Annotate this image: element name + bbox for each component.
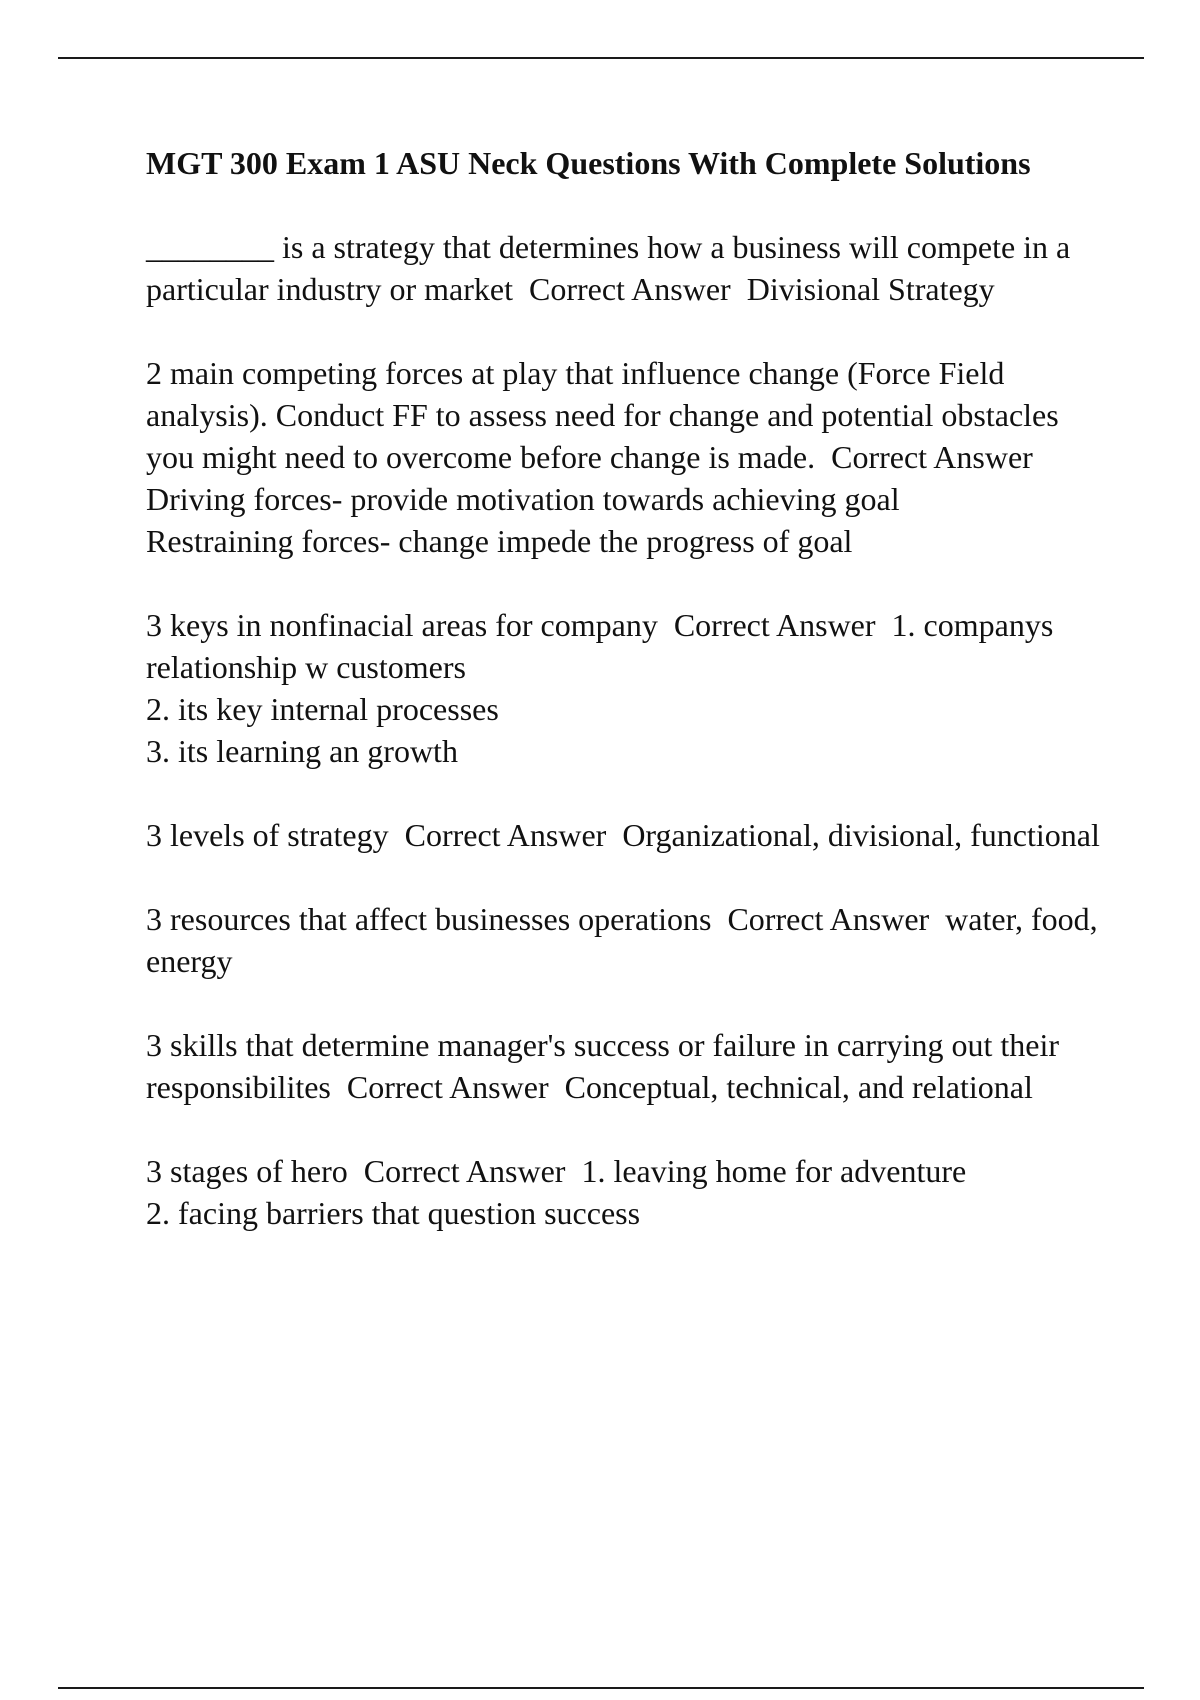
- qa-entry-text: 3 keys in nonfinacial areas for company Correct Answer 1. companys relationship w customers 2. its key internal processes 3. its learning an growth: [146, 607, 1054, 769]
- qa-entry-text: 3 levels of strategy Correct Answer Organizational, divisional, functional: [146, 817, 1100, 853]
- qa-entry-text: 2 main competing forces at play that influence change (Force Field analysis). Conduct FF to assess need for change and potential obstacles you might need to overcome before change is made. Correct Answer Driving forces- provide motivation towards achieving goal Restraining forces- change impede the progress of goal: [146, 355, 1059, 559]
- top-rule: [58, 57, 1144, 59]
- qa-entry: [146, 226, 1106, 310]
- qa-entry-text: ________ is a strategy that determines how a business will compete in a particular industry or market Correct Answer Divisional Strategy: [146, 229, 1079, 307]
- document-page: [146, 142, 1106, 1276]
- qa-entry-text: 3 stages of hero Correct Answer 1. leaving home for adventure 2. facing barriers that question success: [146, 1153, 967, 1231]
- qa-entry: [146, 898, 1106, 982]
- qa-entry: [146, 814, 1106, 856]
- bottom-rule: [58, 1687, 1144, 1689]
- qa-entry-text: 3 skills that determine manager's success or failure in carrying out their responsibilites Correct Answer Conceptual, technical, and relational: [146, 1027, 1068, 1105]
- qa-entry: [146, 352, 1106, 562]
- qa-entry-text: 3 resources that affect businesses operations Correct Answer water, food, energy: [146, 901, 1106, 979]
- qa-entry: [146, 1024, 1106, 1108]
- document-title: MGT 300 Exam 1 ASU Neck Questions With Complete Solutions: [146, 145, 1031, 181]
- qa-entry: [146, 604, 1106, 772]
- qa-entry: [146, 1150, 1106, 1234]
